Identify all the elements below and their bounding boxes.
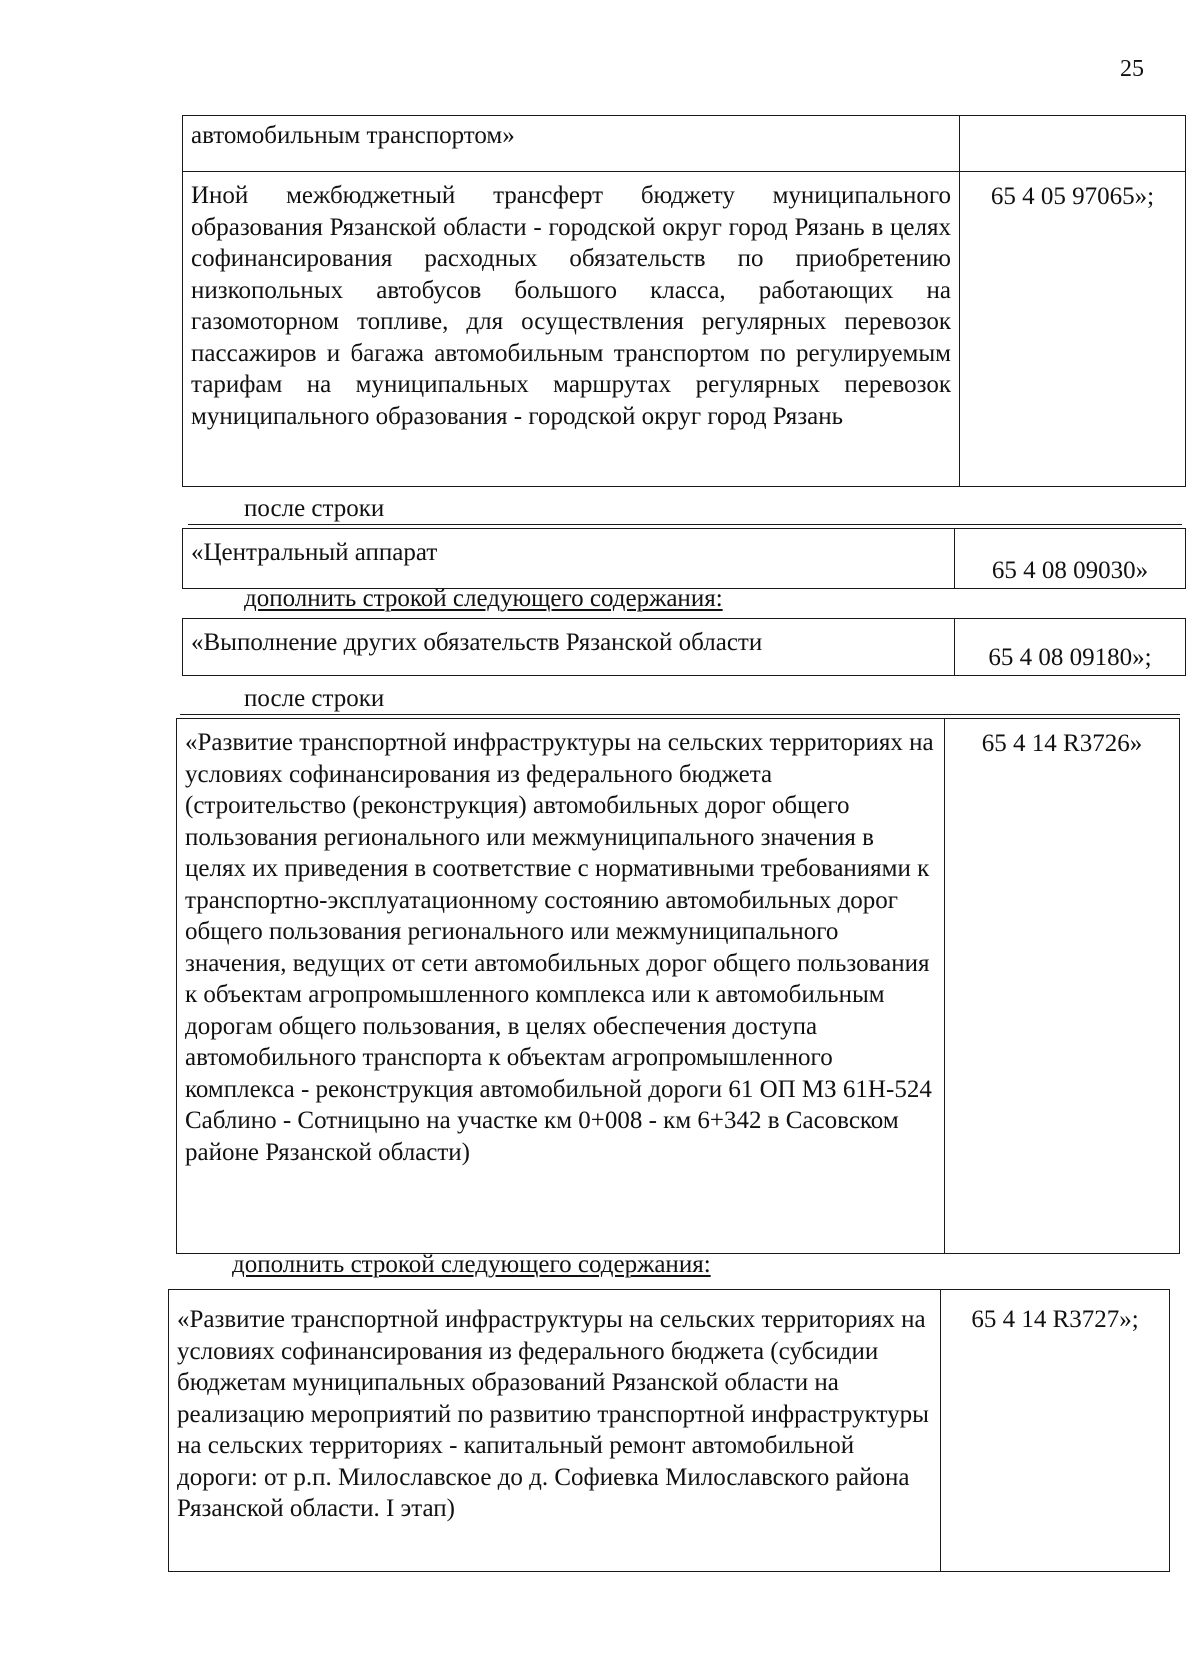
row-code: 65 4 08 09030» (991, 556, 1149, 584)
instruction-text: после строки (244, 685, 385, 712)
instruction-add-row (232, 1251, 711, 1279)
row-code (960, 116, 1185, 172)
row-name: «Развитие транспортной инфраструктуры на сельских территориях на условиях софинансирования из федерального бюджета (субсидии бюджетам муниципальных образований Рязанской области на реализацию мероприятий по развитию транспортной инфраструктуры на сельских территориях - капитальный ремонт автомобильной дороги: от р.п. Милославское до д. Софиевка Милославского района Рязанской области. I этап) (169, 1290, 941, 1571)
divider (180, 714, 1180, 715)
instruction-text: дополнить строкой следующего содержания: (232, 1251, 711, 1278)
instruction-after-row (244, 495, 384, 523)
row-name: «Выполнение других обязательств Рязанской области (183, 619, 955, 675)
table-row-rural-transport-repair (168, 1289, 1170, 1572)
table-row-rural-transport-reconstruction (176, 718, 1180, 1254)
instruction-text: после строки (244, 495, 385, 522)
row-code: 65 4 14 R3727»; (971, 1306, 1139, 1333)
table-row-other-obligations (182, 618, 1186, 676)
instruction-add-row (244, 585, 723, 613)
instruction-after-row (244, 685, 384, 713)
page-number: 25 (1120, 56, 1144, 82)
row-code: 65 4 05 97065»; (990, 183, 1155, 210)
row-name: Иной межбюджетный трансферт бюджету муниципального образования Рязанской области - городской округ город Рязань в целях софинансирования расходных обязательств по приобретению низкопольных автобусов большого класса, работающих на газомоторном топливе, для осуществления регулярных перевозок пассажиров и багажа автомобильным транспортом по регулируемым тарифам на муниципальных маршрутах регулярных перевозок муниципального образования - городской округ город Рязань (183, 172, 960, 486)
row-name: «Развитие транспортной инфраструктуры на сельских территориях на условиях софинансирования из федерального бюджета (строительство (реконструкция) автомобильных дорог общего пользования регионального или межмуниципального значения в целях их приведения в соответствие с нормативными требованиями к транспортно-эксплуатационному состоянию автомобильных дорог общего пользования регионального или межмуниципального значения, ведущих от сети автомобильных дорог общего пользования к объектам агропромышленного комплекса или к автомобильным дорогам общего пользования, в целях обеспечения доступа автомобильного транспорта к объектам агропромышленного комплекса - реконструкция автомобильной дороги 61 ОП МЗ 61Н-524 Саблино - Сотницыно на участке км 0+008 - км 6+342 в Сасовском районе Рязанской области) (177, 719, 945, 1253)
divider (188, 524, 1182, 525)
row-code: 65 4 14 R3726» (981, 730, 1143, 757)
row-name: автомобильным транспортом» (183, 116, 960, 172)
row-name: «Центральный аппарат (183, 529, 955, 588)
table-row-central-apparatus (182, 528, 1186, 589)
instruction-text: дополнить строкой следующего содержания: (244, 585, 723, 612)
row-code: 65 4 08 09180»; (988, 643, 1152, 671)
table-row-transfer-ryazan (182, 171, 1186, 487)
table-row-transport-end (182, 115, 1186, 172)
